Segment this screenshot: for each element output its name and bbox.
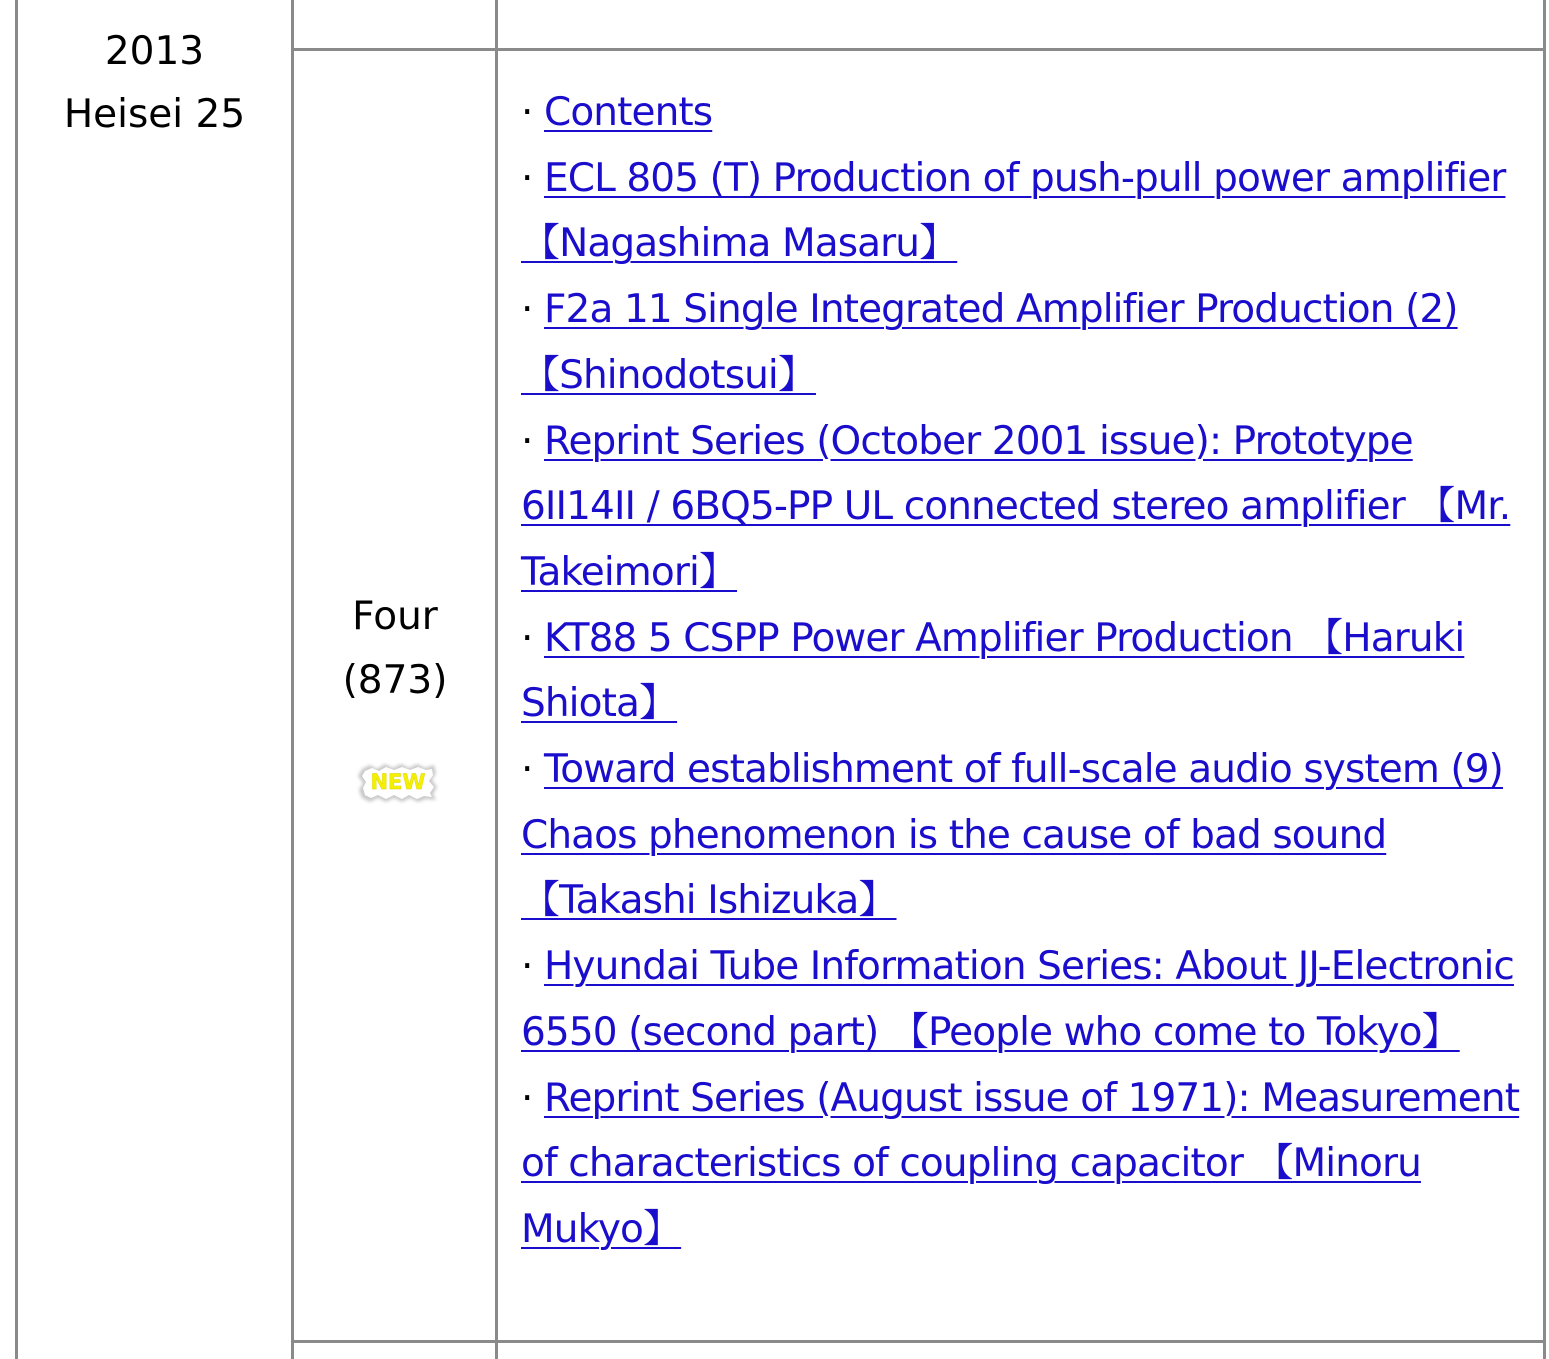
bullet: · bbox=[521, 944, 533, 990]
bullet: · bbox=[521, 418, 533, 464]
table-border-right bbox=[1543, 0, 1546, 1359]
article-list bbox=[521, 80, 1531, 1263]
article-link-hyundai-tube[interactable]: Hyundai Tube Information Series: About JJ-Electronic 6550 (second part) 【People who come to Tokyo】 bbox=[521, 944, 1514, 1055]
table-border-left bbox=[15, 0, 18, 1359]
list-item bbox=[521, 934, 1531, 1065]
bullet: · bbox=[521, 287, 533, 333]
year-cell bbox=[18, 20, 291, 146]
list-item bbox=[521, 80, 1531, 146]
list-item bbox=[521, 277, 1531, 408]
article-link-reprint-1971[interactable]: Reprint Series (August issue of 1971): Measurement of characteristics of coupling capacitor 【Minoru Mukyo】 bbox=[521, 1075, 1520, 1252]
issue-number: (873) bbox=[342, 658, 448, 703]
bullet: · bbox=[521, 747, 533, 793]
article-link-ecl805[interactable]: ECL 805 (T) Production of push-pull power amplifier 【Nagashima Masaru】 bbox=[521, 155, 1506, 267]
era-label: Heisei 25 bbox=[63, 92, 246, 137]
issue-label: Four bbox=[352, 594, 438, 639]
bullet: · bbox=[521, 155, 533, 201]
bullet: · bbox=[521, 90, 533, 135]
list-item bbox=[521, 606, 1531, 737]
row-divider-bottom bbox=[291, 1340, 1546, 1343]
bullet: · bbox=[521, 615, 533, 661]
new-badge-icon bbox=[356, 760, 440, 804]
bullet: · bbox=[521, 1075, 533, 1121]
article-link-reprint-2001[interactable]: Reprint Series (October 2001 issue): Prototype 6II14II / 6BQ5-PP UL connected stereo amplifier 【Mr. Takeimori】 bbox=[521, 418, 1511, 595]
article-link-kt88[interactable]: KT88 5 CSPP Power Amplifier Production 【Haruki Shiota】 bbox=[521, 615, 1465, 727]
table-border-issue bbox=[495, 0, 498, 1359]
row-divider-top bbox=[291, 48, 1546, 51]
article-link-contents[interactable]: Contents bbox=[544, 90, 713, 135]
article-link-f2a[interactable]: F2a 11 Single Integrated Amplifier Production (2) 【Shinodotsui】 bbox=[521, 287, 1458, 398]
list-item bbox=[521, 146, 1531, 277]
list-item bbox=[521, 409, 1531, 606]
year-label: 2013 bbox=[104, 29, 205, 74]
list-item bbox=[521, 1066, 1531, 1263]
issue-cell bbox=[295, 585, 495, 713]
list-item bbox=[521, 737, 1531, 934]
article-link-audio-system[interactable]: Toward establishment of full-scale audio system (9) Chaos phenomenon is the cause of bad sound 【Takashi Ishizuka】 bbox=[521, 747, 1503, 924]
table-border-year bbox=[291, 0, 294, 1359]
new-badge-text: NEW bbox=[370, 770, 426, 794]
